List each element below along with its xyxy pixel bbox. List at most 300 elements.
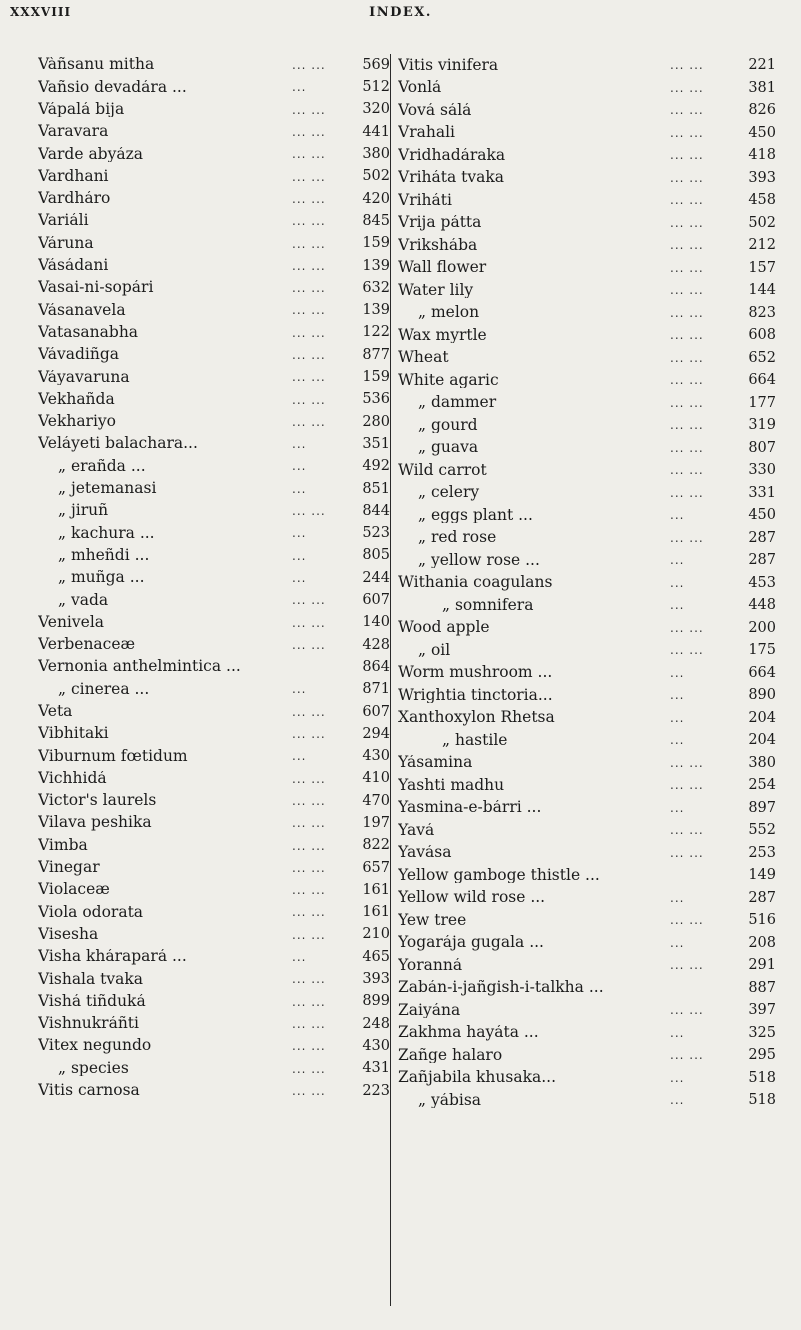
entry-leader-dots: ... ... bbox=[670, 305, 704, 320]
entry-term: Vishá tiñduká bbox=[38, 993, 146, 1010]
entry-term: Vishnukráñti bbox=[38, 1016, 139, 1032]
entry-term: Zakhma hayáta ... bbox=[398, 1025, 539, 1041]
entry-page-number: 210 bbox=[362, 926, 390, 943]
index-entry bbox=[398, 819, 776, 842]
entry-page-number: 200 bbox=[748, 619, 776, 636]
index-entry bbox=[398, 887, 776, 910]
entry-leader-dots: ... ... bbox=[670, 103, 704, 118]
entry-term: Vishala tvaka bbox=[38, 971, 144, 988]
entry-leader-dots: ... ... bbox=[292, 816, 326, 831]
entry-term: Yavása bbox=[398, 845, 452, 861]
entry-page-number: 492 bbox=[362, 458, 390, 475]
index-column-right bbox=[398, 54, 776, 1112]
entry-term: Vriháti bbox=[398, 192, 452, 208]
index-entry bbox=[398, 932, 776, 955]
index-entry bbox=[38, 344, 390, 366]
entry-term: Vridhadáraka bbox=[398, 147, 506, 163]
entry-term: Xanthoxylon Rhetsa bbox=[398, 710, 555, 726]
entry-term: „ species bbox=[58, 1060, 129, 1077]
entry-page-number: 516 bbox=[748, 912, 776, 928]
entry-term: Yásamina bbox=[398, 755, 473, 771]
entry-leader-dots: ... ... bbox=[292, 504, 326, 519]
index-entry bbox=[38, 1035, 390, 1057]
entry-term: „ oil bbox=[418, 642, 451, 658]
entry-page-number: 864 bbox=[362, 658, 390, 675]
index-entry bbox=[398, 369, 776, 392]
entry-term: Zañjabila khusaka... bbox=[398, 1070, 557, 1086]
entry-page-number: 607 bbox=[362, 703, 390, 720]
entry-page-number: 807 bbox=[748, 439, 776, 456]
entry-term: Wild carrot bbox=[398, 462, 487, 478]
entry-leader-dots: ... bbox=[292, 459, 307, 474]
entry-term: Vasai-ni-sopári bbox=[38, 280, 154, 296]
index-entry bbox=[38, 990, 390, 1012]
index-entry bbox=[38, 857, 390, 879]
index-entry bbox=[38, 299, 390, 321]
entry-term: „ vada bbox=[58, 592, 109, 609]
entry-term: „ guava bbox=[418, 440, 479, 456]
entry-leader-dots: ... ... bbox=[292, 972, 326, 987]
index-entry bbox=[38, 589, 390, 611]
entry-term: „ gourd bbox=[418, 417, 478, 433]
entry-leader-dots: ... ... bbox=[670, 283, 704, 298]
entry-term: „ yellow rose ... bbox=[418, 552, 540, 568]
index-entry bbox=[38, 1057, 390, 1079]
index-entry bbox=[38, 76, 390, 98]
index-entry bbox=[398, 617, 776, 640]
entry-page-number: 294 bbox=[362, 725, 390, 742]
entry-page-number: 822 bbox=[362, 837, 390, 854]
entry-leader-dots: ... ... bbox=[670, 823, 704, 838]
entry-term: Vitis carnosa bbox=[38, 1083, 140, 1099]
index-entry bbox=[398, 414, 776, 437]
index-entry bbox=[398, 234, 776, 257]
entry-page-number: 470 bbox=[362, 792, 390, 809]
entry-term: „ red rose bbox=[418, 530, 497, 546]
entry-leader-dots: ... ... bbox=[292, 838, 326, 853]
entry-page-number: 450 bbox=[748, 507, 776, 523]
entry-term: Veláyeti balachara... bbox=[38, 436, 198, 452]
entry-leader-dots: ... ... bbox=[292, 793, 326, 808]
entry-term: Wrightia tinctoria... bbox=[398, 687, 553, 703]
index-entry bbox=[398, 437, 776, 460]
entry-term: Vávadiñga bbox=[38, 347, 120, 363]
entry-page-number: 380 bbox=[362, 146, 390, 163]
entry-leader-dots: ... bbox=[670, 575, 685, 590]
entry-leader-dots: ... ... bbox=[292, 236, 326, 251]
entry-term: Váyavaruna bbox=[38, 369, 130, 386]
entry-page-number: 450 bbox=[748, 124, 776, 141]
index-entry bbox=[38, 901, 390, 923]
index-entry bbox=[38, 121, 390, 143]
entry-term: Yellow wild rose ... bbox=[398, 890, 546, 906]
entry-term: Vásádani bbox=[38, 258, 109, 274]
entry-page-number: 441 bbox=[362, 123, 390, 140]
entry-page-number: 664 bbox=[748, 372, 776, 388]
index-entry bbox=[398, 572, 776, 595]
entry-page-number: 418 bbox=[748, 147, 776, 163]
entry-page-number: 149 bbox=[748, 867, 776, 883]
index-entry bbox=[38, 188, 390, 210]
entry-leader-dots: ... ... bbox=[670, 958, 704, 973]
index-entry bbox=[398, 1022, 776, 1045]
entry-page-number: 319 bbox=[748, 417, 776, 433]
index-entry bbox=[398, 1044, 776, 1067]
entry-leader-dots: ... ... bbox=[670, 1003, 704, 1018]
index-entry bbox=[398, 729, 776, 752]
index-entry bbox=[38, 790, 390, 812]
entry-leader-dots: ... ... bbox=[292, 593, 326, 608]
entry-page-number: 552 bbox=[748, 822, 776, 838]
entry-term: Vitis vinifera bbox=[398, 57, 499, 73]
entry-term: Visesha bbox=[38, 926, 99, 943]
entry-page-number: 397 bbox=[748, 1002, 776, 1018]
entry-leader-dots: ... bbox=[670, 598, 685, 613]
entry-leader-dots: ... ... bbox=[292, 147, 326, 162]
index-entry bbox=[38, 1013, 390, 1035]
entry-leader-dots: ... ... bbox=[670, 148, 704, 163]
entry-leader-dots: ... ... bbox=[292, 370, 326, 385]
index-entry bbox=[398, 774, 776, 797]
entry-term: Vardhani bbox=[38, 168, 109, 185]
index-entry bbox=[398, 1067, 776, 1090]
entry-leader-dots: ... ... bbox=[670, 170, 704, 185]
entry-page-number: 161 bbox=[362, 904, 390, 921]
entry-leader-dots: ... ... bbox=[670, 485, 704, 500]
entry-leader-dots: ... ... bbox=[292, 392, 326, 407]
entry-term: Vardháro bbox=[38, 191, 111, 207]
entry-term: „ yábisa bbox=[418, 1092, 482, 1108]
entry-leader-dots: ... ... bbox=[670, 440, 704, 455]
index-entry bbox=[38, 1080, 390, 1102]
entry-page-number: 430 bbox=[362, 1037, 390, 1054]
entry-page-number: 518 bbox=[748, 1069, 776, 1086]
entry-page-number: 844 bbox=[362, 502, 390, 519]
entry-leader-dots: ... ... bbox=[670, 463, 704, 478]
entry-page-number: 291 bbox=[748, 957, 776, 973]
entry-page-number: 139 bbox=[362, 302, 390, 319]
entry-page-number: 523 bbox=[362, 525, 390, 542]
index-entry bbox=[398, 347, 776, 370]
entry-page-number: 877 bbox=[362, 346, 390, 363]
entry-term: Vitex negundo bbox=[38, 1038, 152, 1054]
index-entry bbox=[38, 165, 390, 187]
entry-leader-dots: ... bbox=[292, 950, 307, 965]
index-entry bbox=[398, 752, 776, 775]
entry-term: Vimba bbox=[38, 837, 88, 854]
index-entry bbox=[398, 639, 776, 662]
entry-term: Wax myrtle bbox=[398, 327, 487, 343]
entry-term: Zaiyána bbox=[398, 1002, 461, 1018]
index-entry bbox=[398, 1089, 776, 1112]
entry-page-number: 122 bbox=[362, 324, 390, 341]
entry-leader-dots: ... ... bbox=[292, 258, 326, 273]
entry-page-number: 465 bbox=[362, 948, 390, 965]
entry-page-number: 657 bbox=[362, 859, 390, 876]
entry-leader-dots: ... bbox=[670, 935, 685, 950]
entry-leader-dots: ... ... bbox=[292, 1039, 326, 1054]
index-entry bbox=[398, 864, 776, 887]
entry-page-number: 287 bbox=[748, 889, 776, 906]
index-entry bbox=[398, 504, 776, 527]
entry-term: Viola odorata bbox=[38, 904, 144, 921]
entry-term: Yogarája gugala ... bbox=[398, 935, 544, 951]
index-entry bbox=[38, 834, 390, 856]
entry-term: Yew tree bbox=[398, 912, 467, 928]
entry-leader-dots: ... ... bbox=[670, 328, 704, 343]
index-entry bbox=[38, 946, 390, 968]
index-entry bbox=[398, 99, 776, 122]
index-entry bbox=[398, 459, 776, 482]
index-entry bbox=[38, 500, 390, 522]
index-entry bbox=[38, 366, 390, 388]
entry-term: „ melon bbox=[418, 305, 480, 321]
entry-leader-dots: ... ... bbox=[292, 860, 326, 875]
entry-term: Váruna bbox=[38, 235, 94, 252]
entry-term: „ hastile bbox=[442, 732, 508, 748]
entry-term: Vásanavela bbox=[38, 302, 126, 319]
index-entry bbox=[38, 745, 390, 767]
entry-leader-dots: ... ... bbox=[670, 778, 704, 793]
entry-term: Vekhañda bbox=[38, 391, 115, 408]
entry-leader-dots: ... ... bbox=[292, 883, 326, 898]
entry-page-number: 139 bbox=[362, 257, 390, 274]
entry-term: „ mheñdi ... bbox=[58, 547, 150, 564]
entry-page-number: 287 bbox=[748, 529, 776, 546]
index-entry bbox=[38, 678, 390, 700]
entry-term: Vichhidá bbox=[38, 770, 107, 787]
entry-term: „ cinerea ... bbox=[58, 681, 150, 698]
entry-leader-dots: ... bbox=[292, 570, 307, 585]
entry-leader-dots: ... ... bbox=[292, 905, 326, 920]
entry-term: „ muñga ... bbox=[58, 570, 145, 586]
entry-page-number: 159 bbox=[362, 369, 390, 386]
entry-page-number: 608 bbox=[748, 327, 776, 343]
entry-term: Worm mushroom ... bbox=[398, 665, 553, 681]
entry-term: Vañsio devadára ... bbox=[38, 79, 187, 96]
entry-page-number: 204 bbox=[748, 709, 776, 726]
index-entry bbox=[38, 656, 390, 678]
index-entry bbox=[38, 455, 390, 477]
entry-page-number: 248 bbox=[362, 1015, 390, 1032]
index-entry bbox=[38, 277, 390, 299]
entry-term: „ somnifera bbox=[442, 597, 534, 613]
entry-page-number: 280 bbox=[362, 413, 390, 430]
entry-term: Wheat bbox=[398, 350, 449, 366]
entry-page-number: 208 bbox=[748, 934, 776, 951]
index-entry bbox=[398, 167, 776, 190]
entry-page-number: 899 bbox=[362, 993, 390, 1010]
entry-leader-dots: ... bbox=[292, 682, 307, 697]
index-entry bbox=[38, 255, 390, 277]
index-entry bbox=[398, 909, 776, 932]
entry-page-number: 157 bbox=[748, 259, 776, 276]
entry-leader-dots: ... ... bbox=[670, 260, 704, 275]
entry-leader-dots: ... bbox=[292, 749, 307, 764]
index-entry bbox=[398, 144, 776, 167]
entry-leader-dots: ... ... bbox=[670, 418, 704, 433]
entry-term: Yashti madhu bbox=[398, 777, 505, 793]
entry-leader-dots: ... ... bbox=[670, 125, 704, 140]
entry-leader-dots: ... ... bbox=[670, 193, 704, 208]
entry-leader-dots: ... ... bbox=[292, 214, 326, 229]
index-entry bbox=[398, 77, 776, 100]
index-entry bbox=[38, 99, 390, 121]
entry-leader-dots: ... bbox=[670, 688, 685, 703]
index-entry bbox=[38, 522, 390, 544]
entry-page-number: 175 bbox=[748, 642, 776, 658]
entry-page-number: 140 bbox=[362, 614, 390, 631]
index-entry bbox=[38, 879, 390, 901]
entry-term: Yoranná bbox=[398, 957, 463, 973]
index-entry bbox=[398, 527, 776, 550]
entry-page-number: 518 bbox=[748, 1092, 776, 1108]
index-entry bbox=[38, 143, 390, 165]
entry-page-number: 351 bbox=[362, 435, 390, 452]
index-entry bbox=[398, 954, 776, 977]
index-entry bbox=[38, 924, 390, 946]
entry-term: Victor's laurels bbox=[38, 793, 157, 809]
index-entry bbox=[38, 968, 390, 990]
entry-page-number: 458 bbox=[748, 192, 776, 208]
entry-page-number: 159 bbox=[362, 235, 390, 252]
entry-leader-dots: ... bbox=[670, 800, 685, 815]
entry-term: Venivela bbox=[38, 614, 105, 631]
entry-term: Verbenaceæ bbox=[38, 637, 136, 653]
index-entry bbox=[38, 768, 390, 790]
column-divider bbox=[390, 54, 391, 1306]
index-entry bbox=[398, 977, 776, 1000]
entry-leader-dots: ... ... bbox=[670, 530, 704, 545]
entry-term: Variáli bbox=[38, 213, 89, 229]
entry-term: „ eggs plant ... bbox=[418, 507, 533, 523]
entry-leader-dots: ... ... bbox=[292, 281, 326, 296]
entry-page-number: 453 bbox=[748, 574, 776, 591]
entry-leader-dots: ... ... bbox=[292, 1083, 326, 1098]
entry-term: Vekhariyo bbox=[38, 414, 117, 430]
entry-term: Violaceæ bbox=[38, 882, 110, 898]
entry-leader-dots: ... ... bbox=[292, 58, 326, 73]
entry-leader-dots: ... ... bbox=[292, 348, 326, 362]
entry-page-number: 502 bbox=[362, 168, 390, 185]
entry-page-number: 887 bbox=[748, 979, 776, 996]
index-entry bbox=[38, 478, 390, 500]
entry-leader-dots: ... ... bbox=[670, 58, 704, 73]
index-entry bbox=[398, 54, 776, 77]
index-entry bbox=[398, 392, 776, 415]
index-entry bbox=[398, 302, 776, 325]
entry-page-number: 410 bbox=[362, 770, 390, 787]
entry-leader-dots: ... ... bbox=[292, 125, 326, 140]
entry-page-number: 428 bbox=[362, 636, 390, 653]
entry-leader-dots: ... ... bbox=[292, 1061, 326, 1076]
entry-page-number: 325 bbox=[748, 1024, 776, 1041]
entry-leader-dots: ... ... bbox=[292, 727, 326, 742]
entry-page-number: 330 bbox=[748, 462, 776, 478]
entry-term: Vinegar bbox=[38, 860, 100, 876]
entry-page-number: 607 bbox=[362, 592, 390, 609]
entry-page-number: 805 bbox=[362, 547, 390, 564]
index-entry bbox=[38, 54, 390, 76]
entry-leader-dots: ... ... bbox=[670, 620, 704, 635]
entry-term: Veta bbox=[38, 704, 73, 720]
entry-page-number: 197 bbox=[362, 814, 390, 831]
entry-leader-dots: ... ... bbox=[670, 395, 704, 410]
entry-page-number: 253 bbox=[748, 844, 776, 861]
entry-term: Yavá bbox=[398, 822, 435, 838]
entry-page-number: 431 bbox=[362, 1060, 390, 1077]
entry-leader-dots: ... ... bbox=[670, 755, 704, 770]
entry-leader-dots: ... ... bbox=[670, 643, 704, 658]
entry-leader-dots: ... bbox=[670, 665, 685, 680]
entry-leader-dots: ... ... bbox=[292, 169, 326, 184]
index-entry bbox=[398, 594, 776, 617]
entry-page-number: 287 bbox=[748, 552, 776, 568]
entry-term: „ kachura ... bbox=[58, 525, 155, 542]
entry-term: „ celery bbox=[418, 485, 480, 501]
entry-page-number: 144 bbox=[748, 282, 776, 298]
entry-page-number: 393 bbox=[362, 971, 390, 988]
index-entry bbox=[38, 322, 390, 344]
entry-leader-dots: ... ... bbox=[292, 1016, 326, 1031]
index-entry bbox=[398, 684, 776, 707]
entry-leader-dots: ... ... bbox=[670, 1048, 704, 1063]
entry-page-number: 536 bbox=[362, 391, 390, 408]
entry-term: Varavara bbox=[38, 124, 109, 140]
entry-leader-dots: ... ... bbox=[292, 102, 326, 117]
index-entry bbox=[38, 232, 390, 254]
entry-term: Water lily bbox=[398, 282, 474, 298]
entry-term: Vriháta tvaka bbox=[398, 170, 505, 186]
index-entry bbox=[38, 611, 390, 633]
entry-leader-dots: ... ... bbox=[292, 637, 326, 652]
entry-leader-dots: ... ... bbox=[292, 927, 326, 942]
entry-page-number: 161 bbox=[362, 881, 390, 898]
entry-leader-dots: ... bbox=[292, 80, 307, 95]
index-entry bbox=[398, 122, 776, 145]
entry-page-number: 664 bbox=[748, 664, 776, 681]
entry-term: Varde abyáza bbox=[38, 146, 144, 163]
index-entry bbox=[38, 723, 390, 745]
entry-page-number: 430 bbox=[362, 748, 390, 765]
entry-leader-dots: ... bbox=[670, 1070, 685, 1085]
entry-page-number: 221 bbox=[748, 57, 776, 73]
entry-page-number: 393 bbox=[748, 169, 776, 186]
entry-leader-dots: ... bbox=[670, 1093, 685, 1108]
entry-page-number: 652 bbox=[748, 349, 776, 366]
entry-term: Vrikshába bbox=[398, 237, 478, 253]
page-number: XXXVIII bbox=[10, 5, 72, 19]
entry-term: Wood apple bbox=[398, 620, 490, 636]
entry-term: Zabán-i-jañgish-i-talkha ... bbox=[398, 980, 604, 996]
entry-term: Vernonia anthelmintica ... bbox=[38, 659, 241, 675]
index-entry bbox=[38, 567, 390, 589]
page-title: INDEX. bbox=[369, 5, 432, 20]
entry-leader-dots: ... bbox=[292, 526, 307, 541]
entry-leader-dots: ... bbox=[670, 890, 685, 905]
index-entry bbox=[398, 212, 776, 235]
entry-term: Vàñsanu mitha bbox=[38, 57, 155, 73]
index-entry bbox=[38, 545, 390, 567]
entry-page-number: 569 bbox=[362, 56, 390, 73]
entry-page-number: 295 bbox=[748, 1047, 776, 1063]
entry-leader-dots: ... ... bbox=[670, 80, 704, 95]
entry-term: Withania coagulans bbox=[398, 575, 553, 591]
entry-page-number: 826 bbox=[748, 102, 776, 118]
index-entry bbox=[398, 279, 776, 302]
entry-page-number: 204 bbox=[748, 732, 776, 748]
entry-term: Viburnum fœtidum bbox=[38, 748, 188, 765]
